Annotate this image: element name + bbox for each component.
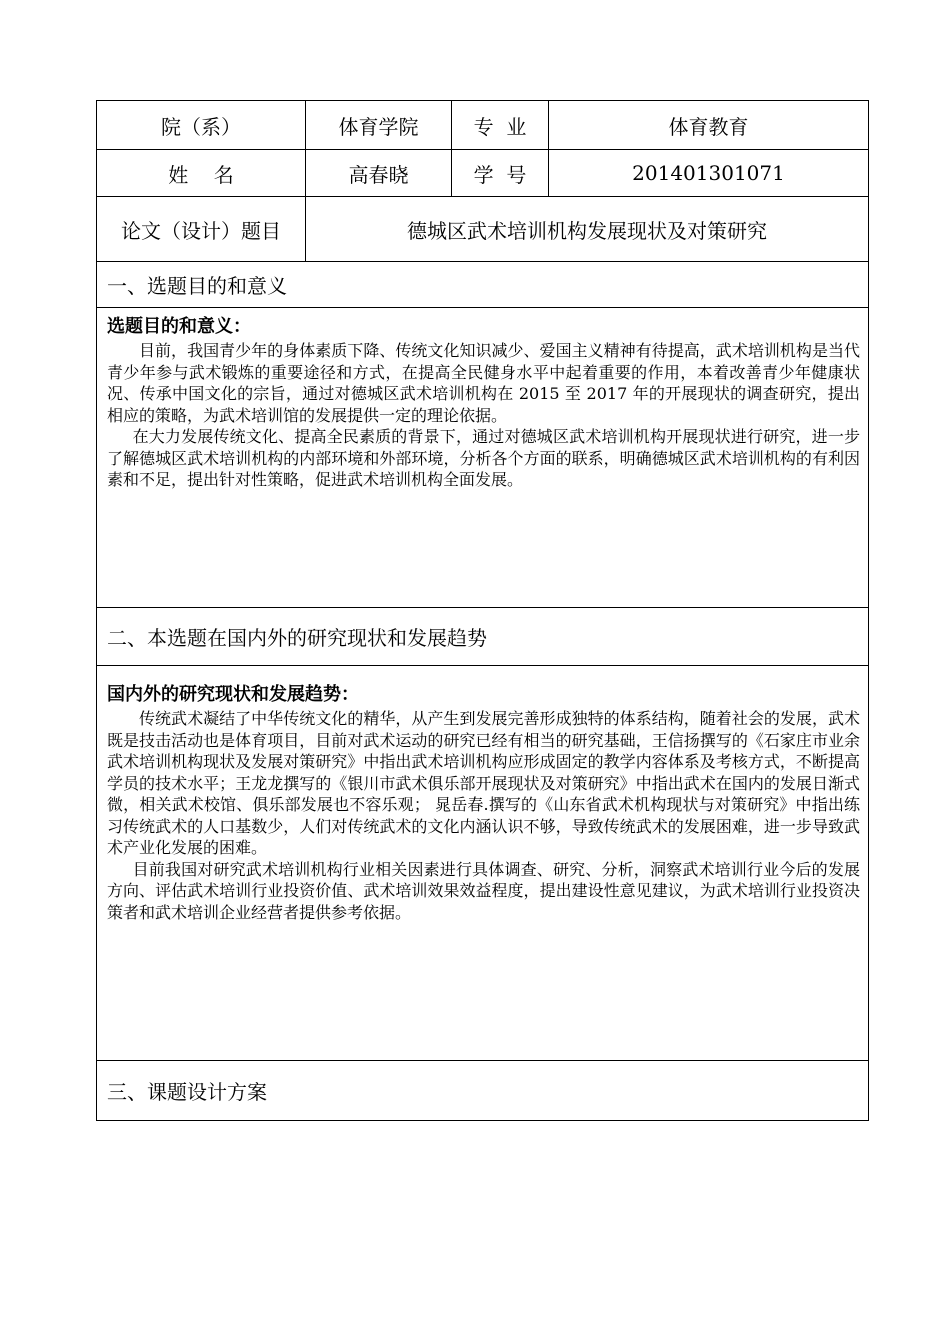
- dept-value: 体育学院: [306, 101, 452, 150]
- section1-paragraph: 在大力发展传统文化、提高全民素质的背景下，通过对德城区武术培训机构开展现状进行研究，进一步了解德城区武术培训机构的内部环境和外部环境，分析各个方面的联系，明确德城区武术培训机构的有利因素和不足，提出针对性策略，促进武术培训机构全面发展。: [107, 427, 860, 489]
- major-value: 体育教育: [549, 101, 869, 150]
- row-department: [97, 101, 869, 150]
- section2-paragraph: 传统武术凝结了中华传统文化的精华，从产生到发展完善形成独特的体系结构，随着社会的发展，武术既是技击活动也是体育项目，目前对武术运动的研究已经有相当的研究基础，王信扬撰写的《石家庄市业余武术培训机构现状及发展对策研究》中指出武术培训机构应形成固定的教学内容体系及考核方式，不断提高学员的技术水平；王龙龙撰写的《银川市武术俱乐部开展现状及对策研究》中指出武术在国内的发展日渐式微，相关武术校馆、俱乐部发展也不容乐观； 晁岳春.撰写的《山东省武术机构现状与对策研究》中指出练习传统武术的人口基数少，人们对传统武术的文化内涵认识不够，导致传统武术的发展困难，进一步导致武术产业化发展的困难。: [107, 709, 860, 857]
- form-table: [96, 100, 869, 1121]
- row-name: [97, 150, 869, 197]
- student-id-label: 学 号: [452, 150, 549, 197]
- proposal-form: [96, 100, 868, 1121]
- section2-heading: 二、本选题在国内外的研究现状和发展趋势: [97, 608, 869, 666]
- section1-heading-row: [97, 262, 869, 308]
- name-label: 姓 名: [97, 150, 306, 197]
- section1-heading: 一、选题目的和意义: [97, 262, 869, 308]
- section2-body-row: [97, 666, 869, 1061]
- major-label: 专 业: [452, 101, 549, 150]
- dept-label: 院（系）: [97, 101, 306, 150]
- thesis-title-value: 德城区武术培训机构发展现状及对策研究: [306, 197, 869, 262]
- row-title: [97, 197, 869, 262]
- section3-heading-row: [97, 1061, 869, 1121]
- student-id-value: 201401301071: [549, 150, 869, 197]
- section2-body: [97, 666, 869, 1061]
- section2-heading-row: [97, 608, 869, 666]
- thesis-title-label: 论文（设计）题目: [97, 197, 306, 262]
- section1-paragraph: 目前，我国青少年的身体素质下降、传统文化知识减少、爱国主义精神有待提高，武术培训机构是当代青少年参与武术锻炼的重要途径和方式，在提高全民健身水平中起着重要的作用，本着改善青少年健康状况、传承中国文化的宗旨，通过对德城区武术培训机构在 2015 至 2017 年的开展现状的调查研究，提出相应的策略，为武术培训馆的发展提供一定的理论依据。: [107, 341, 860, 425]
- name-value: 高春晓: [306, 150, 452, 197]
- section1-body: [97, 308, 869, 608]
- section1-body-row: [97, 308, 869, 608]
- section2-subheading: 国内外的研究现状和发展趋势：: [107, 684, 359, 705]
- section3-heading: 三、课题设计方案: [97, 1061, 869, 1121]
- section1-subheading: 选题目的和意义：: [107, 316, 251, 337]
- section2-paragraph: 目前我国对研究武术培训机构行业相关因素进行具体调查、研究、分析，洞察武术培训行业今后的发展方向、评估武术培训行业投资价值、武术培训效果效益程度，提出建设性意见建议，为武术培训行业投资决策者和武术培训企业经营者提供参考依据。: [107, 859, 860, 922]
